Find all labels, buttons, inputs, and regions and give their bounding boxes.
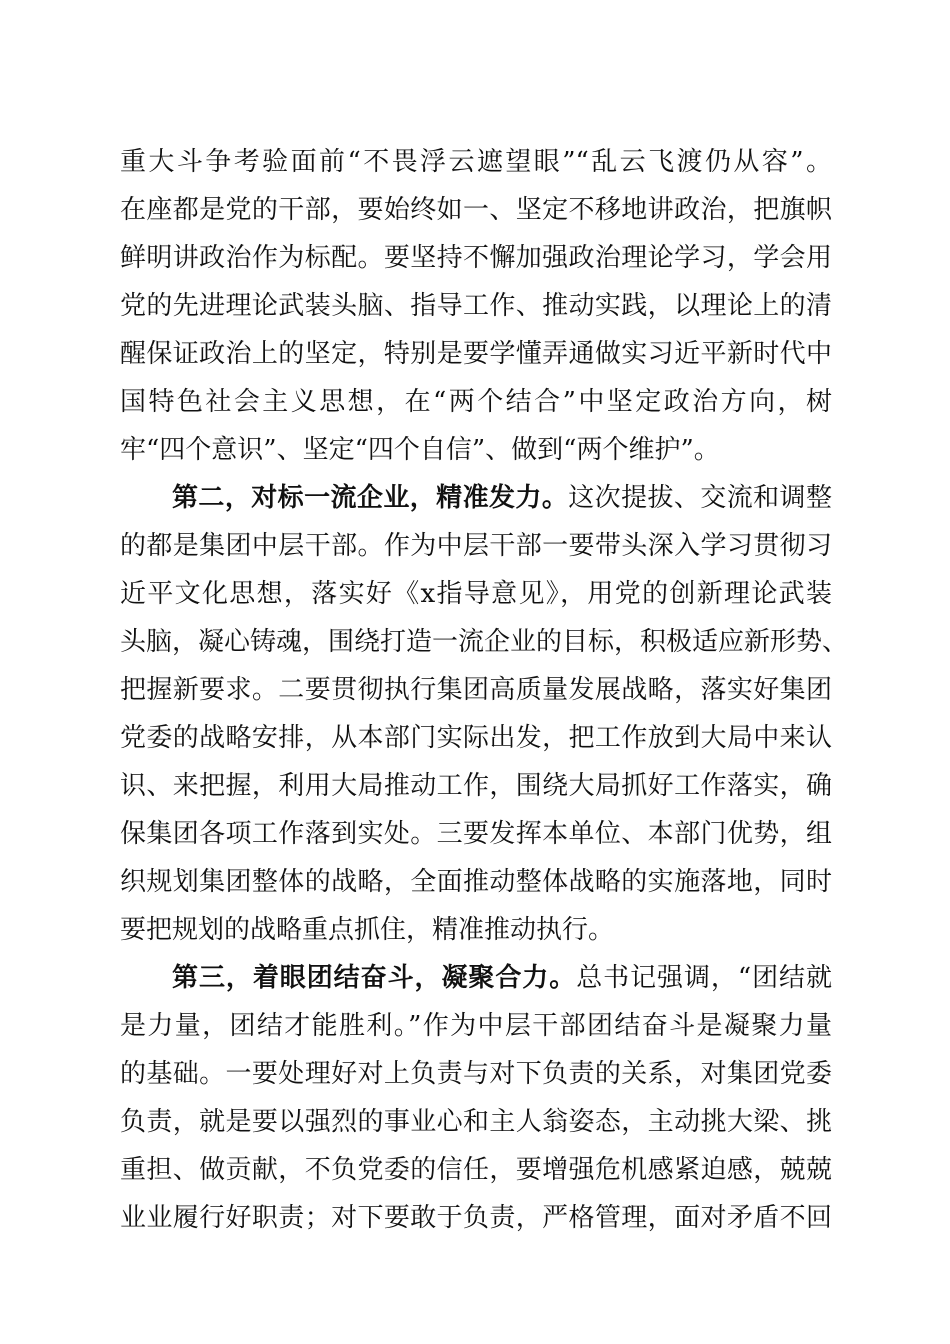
text-line: 牢“四个意识”、坚定“四个自信”、做到“两个维护”。 xyxy=(120,435,720,465)
paragraph-1 xyxy=(120,138,832,474)
paragraph-heading: 第三，着眼团结奋斗，凝聚合力。 xyxy=(172,963,577,993)
text-line: 织规划集团整体的战略，全面推动整体战略的实施落地，同时 xyxy=(120,867,832,897)
text-line: 鲜明讲政治作为标配。要坚持不懈加强政治理论学习，学会用 xyxy=(120,243,832,273)
text-line: 国特色社会主义思想，在“两个结合”中坚定政治方向，树 xyxy=(120,387,832,417)
paragraph-2 xyxy=(120,474,849,954)
text-line: 识、来把握，利用大局推动工作，围绕大局抓好工作落实，确 xyxy=(120,771,832,801)
paragraph-text: 总书记强调，“团结就 xyxy=(576,963,832,993)
paragraph-heading: 第二，对标一流企业，精准发力。 xyxy=(172,483,569,513)
paragraph-3 xyxy=(120,954,832,1242)
text-line: 醒保证政治上的坚定，特别是要学懂弄通做实习近平新时代中 xyxy=(120,339,832,369)
text-line: 重担、做贡献，不负党委的信任，要增强危机感紧迫感，兢兢 xyxy=(120,1155,832,1185)
text-line: 负责，就是要以强烈的事业心和主人翁姿态，主动挑大梁、挑 xyxy=(120,1107,832,1137)
paragraph-first-line xyxy=(120,954,832,1002)
text-line: 是力量，团结才能胜利。”作为中层干部团结奋斗是凝聚力量 xyxy=(120,1011,832,1041)
text-line: 业业履行好职责；对下要敢于负责，严格管理，面对矛盾不回 xyxy=(120,1203,832,1233)
text-line: 党的先进理论武装头脑、指导工作、推动实践，以理论上的清 xyxy=(120,291,832,321)
document-page xyxy=(120,138,849,1242)
text-line: 近平文化思想，落实好《x指导意见》，用党的创新理论武装 xyxy=(120,579,832,609)
text-line: 保集团各项工作落到实处。三要发挥本单位、本部门优势，组 xyxy=(120,819,832,849)
paragraph-text: 这次提拔、交流和调整 xyxy=(568,483,832,513)
text-line: 要把规划的战略重点抓住，精准推动执行。 xyxy=(120,915,615,945)
text-line: 把握新要求。二要贯彻执行集团高质量发展战略，落实好集团 xyxy=(120,675,832,705)
paragraph-first-line xyxy=(120,474,832,522)
text-line: 在座都是党的干部，要始终如一、坚定不移地讲政治，把旗帜 xyxy=(120,195,832,225)
text-line: 的基础。一要处理好对上负责与对下负责的关系，对集团党委 xyxy=(120,1059,832,1089)
text-line: 党委的战略安排，从本部门实际出发，把工作放到大局中来认 xyxy=(120,723,832,753)
text-line: 的都是集团中层干部。作为中层干部一要带头深入学习贯彻习 xyxy=(120,531,832,561)
text-line: 重大斗争考验面前“不畏浮云遮望眼”“乱云飞渡仍从容”。 xyxy=(120,147,832,177)
text-line: 头脑，凝心铸魂，围绕打造一流企业的目标，积极适应新形势、 xyxy=(120,627,849,657)
